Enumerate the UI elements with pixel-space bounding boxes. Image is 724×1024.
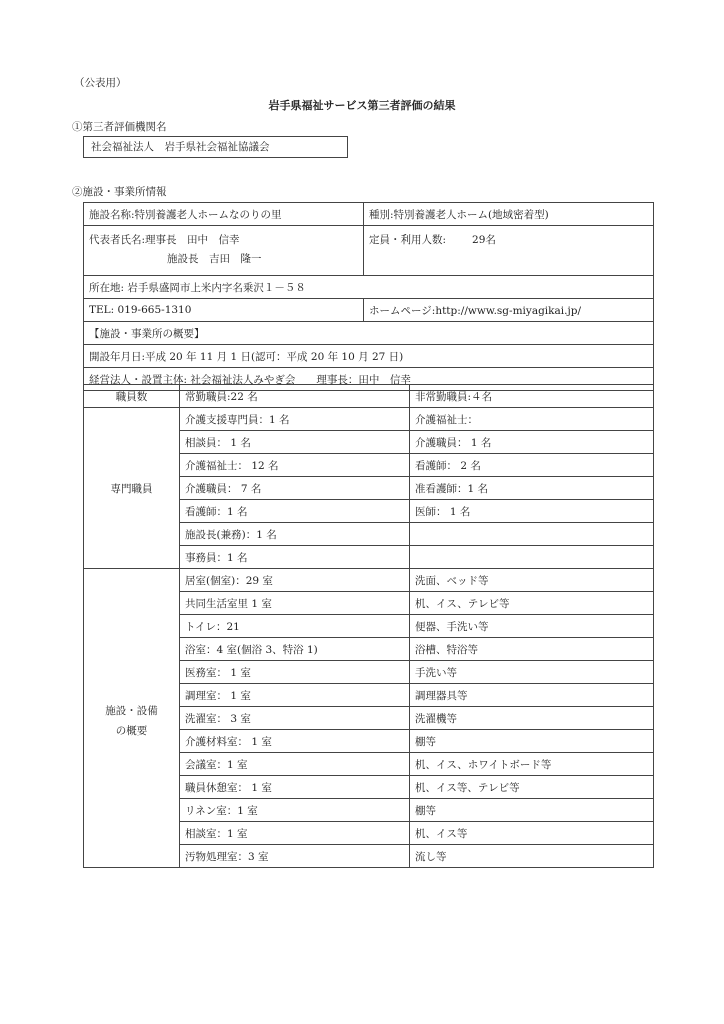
table-row (84, 299, 654, 322)
specialists-cell (410, 523, 654, 546)
staff-facility-table (83, 384, 654, 868)
table-row (84, 322, 654, 345)
table-row (84, 226, 654, 276)
capacity-label: 定員・利用人数: (369, 234, 447, 246)
evaluator-org-name: 社会福祉法人 岩手県社会福祉協議会 (91, 141, 270, 153)
specialists-cell: 事務員：1 名 (180, 546, 410, 569)
specialists-cell: 介護支援専門員：1 名 (180, 408, 410, 431)
address: 所在地: 岩手県盛岡市上米内字名乗沢１－５８ (84, 276, 654, 299)
facilities-cell: リネン室：1 室 (180, 799, 410, 822)
specialists-cell: 介護福祉士： 12 名 (180, 454, 410, 477)
specialists-cell: 相談員： 1 名 (180, 431, 410, 454)
table-row (84, 385, 654, 408)
specialists-cell (410, 546, 654, 569)
staff-fulltime: 常勤職員:22 名 (180, 385, 410, 408)
specialists-cell: 看護師：1 名 (180, 500, 410, 523)
facility-equipment-label-line2: の概要 (115, 725, 148, 737)
staff-count-label: 職員数 (84, 385, 180, 408)
specialists-cell: 看護師： 2 名 (410, 454, 654, 477)
page-title: 岩手県福祉サービス第三者評価の結果 (268, 99, 456, 112)
facility-name: 施設名称:特別養護老人ホームなのりの里 (84, 203, 364, 226)
evaluator-org-box (83, 136, 348, 158)
facilities-cell: 机、イス、ホワイトボード等 (410, 753, 654, 776)
table-row (84, 203, 654, 226)
facility-equipment-label-line1: 施設・設備 (105, 705, 158, 717)
facilities-cell: 洗面、ベッド等 (410, 569, 654, 592)
facilities-cell: 相談室：1 室 (180, 822, 410, 845)
specialists-cell: 介護職員： 1 名 (410, 431, 654, 454)
facilities-cell: 介護材料室： 1 室 (180, 730, 410, 753)
operator: 経営法人・設置主体: 社会福祉法人みやぎ会 理事長：田中 信幸 (84, 368, 654, 391)
specialists-cell: 介護職員： 7 名 (180, 477, 410, 500)
facilities-cell: 手洗い等 (410, 661, 654, 684)
facilities-cell: 浴槽、特浴等 (410, 638, 654, 661)
facilities-cell: 棚等 (410, 730, 654, 753)
facilities-cell: 机、イス等 (410, 822, 654, 845)
specialists-cell: 准看護師：1 名 (410, 477, 654, 500)
opened-date: 開設年月日:平成 20 年 11 月 1 日(認可：平成 20 年 10 月 27 日) (84, 345, 654, 368)
facilities-cell: 調理器具等 (410, 684, 654, 707)
public-use-label: （公表用） (74, 77, 127, 89)
facilities-cell: 机、イス、テレビ等 (410, 592, 654, 615)
specialist-label: 専門職員 (84, 408, 180, 569)
overview-heading: 【施設・事業所の概要】 (84, 322, 654, 345)
capacity-value: 29名 (472, 234, 496, 246)
facility-equipment-label (84, 569, 180, 868)
facilities-cell: 机、イス等、テレビ等 (410, 776, 654, 799)
facilities-cell: 共同生活室里 1 室 (180, 592, 410, 615)
facility-category: 種別:特別養護老人ホーム(地域密着型) (364, 203, 654, 226)
homepage: ホームページ:http://www.sg-miyagikai.jp/ (364, 299, 654, 322)
staff-parttime: 非常勤職員:４名 (410, 385, 654, 408)
facilities-cell: 洗濯室： 3 室 (180, 707, 410, 730)
table-row (84, 569, 654, 592)
facilities-cell: 居室(個室)：29 室 (180, 569, 410, 592)
capacity-cell (364, 226, 654, 276)
section2-heading: ②施設・事業所情報 (72, 186, 167, 198)
facilities-cell: 浴室：4 室(個浴 3、特浴 1) (180, 638, 410, 661)
representative-cell (84, 226, 364, 276)
facilities-cell: トイレ：21 (180, 615, 410, 638)
facility-info-table (83, 202, 654, 391)
representative-line1: 代表者氏名:理事長 田中 信幸 (89, 234, 240, 246)
facilities-cell: 職員休憩室： 1 室 (180, 776, 410, 799)
facilities-cell: 汚物処理室：3 室 (180, 845, 410, 868)
facilities-cell: 便器、手洗い等 (410, 615, 654, 638)
specialists-cell: 医師： 1 名 (410, 500, 654, 523)
specialists-cell: 施設長(兼務)：1 名 (180, 523, 410, 546)
facilities-cell: 棚等 (410, 799, 654, 822)
specialists-cell: 介護福祉士： (410, 408, 654, 431)
facilities-cell: 会議室：1 室 (180, 753, 410, 776)
facilities-cell: 調理室： 1 室 (180, 684, 410, 707)
section1-heading: ①第三者評価機関名 (72, 121, 167, 133)
table-row (84, 408, 654, 431)
representative-line2: 施設長 吉田 隆一 (167, 253, 262, 265)
telephone: TEL: 019‐665‐1310 (84, 299, 364, 322)
facilities-cell: 流し等 (410, 845, 654, 868)
facilities-cell: 洗濯機等 (410, 707, 654, 730)
table-row (84, 345, 654, 368)
table-row (84, 276, 654, 299)
facilities-cell: 医務室： 1 室 (180, 661, 410, 684)
